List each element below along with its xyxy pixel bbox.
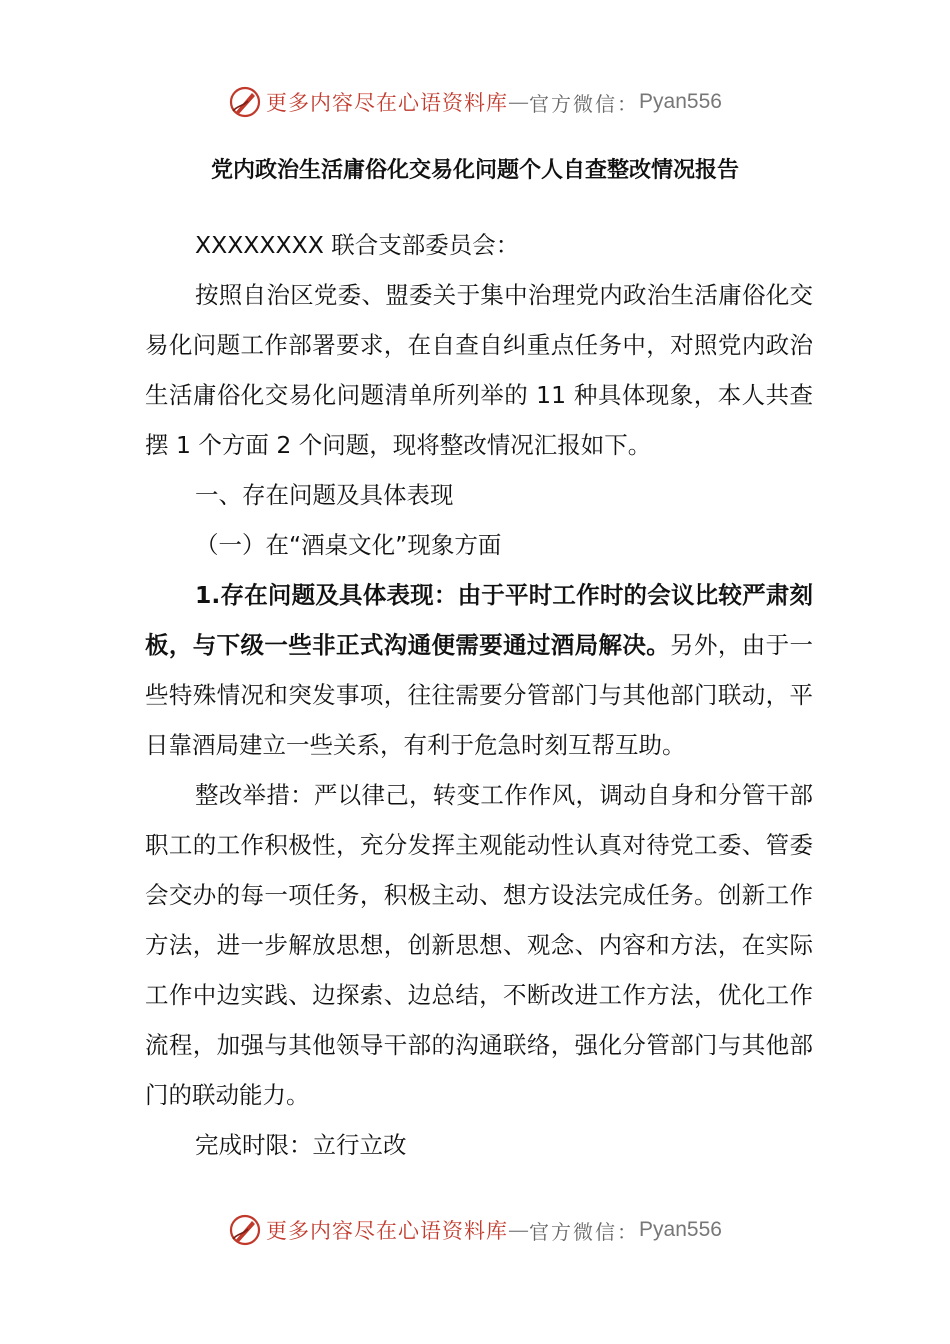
pen-nib-logo-icon — [228, 1213, 262, 1247]
banner-separator: — — [508, 90, 530, 114]
pen-nib-logo-icon — [228, 85, 262, 119]
banner-wechat-id: Pyan556 — [639, 1218, 722, 1241]
subsection-heading: （一）在“酒桌文化”现象方面 — [195, 531, 502, 559]
banner-wechat-label: 官方微信： — [529, 91, 640, 116]
banner-wechat-id: Pyan556 — [639, 90, 722, 113]
salutation: XXXXXXXX 联合支部委员会： — [195, 231, 520, 259]
document-title: 党内政治生活庸俗化交易化问题个人自查整改情况报告 — [210, 158, 739, 183]
banner-separator: — — [508, 1218, 530, 1242]
problem-item-text: 另外，由于一些特殊情况和突发事项，往往需要分管部门与其他部门联动，平日靠酒局建立一些关系，有利于危急时刻互帮互助。 — [145, 631, 814, 759]
problem-item-bold-text: 1.存在问题及具体表现：由于平时工作时的会议比较严肃刻板，与下级一些非正式沟通便需要通过酒局解决。 — [145, 581, 813, 659]
banner-wechat-label: 官方微信： — [529, 1219, 640, 1244]
header-banner — [0, 80, 950, 124]
banner-brand-text: 更多内容尽在心语资料库 — [266, 1219, 509, 1243]
footer-banner — [0, 1208, 950, 1252]
deadline-paragraph: 完成时限：立行立改 — [195, 1131, 407, 1159]
problem-item-paragraph — [145, 570, 813, 770]
section-heading: 一、存在问题及具体表现 — [195, 481, 454, 509]
banner-brand-text: 更多内容尽在心语资料库 — [266, 91, 509, 115]
rectification-paragraph: 整改举措：严以律己，转变工作作风，调动自身和分管干部职工的工作积极性，充分发挥主观能动性认真对待党工委、管委会交办的每一项任务，积极主动、想方设法完成任务。创新工作方法，进一步解放思想，创新思想、观念、内容和方法，在实际工作中边实践、边探索、边总结，不断改进工作方法，优化工作流程，加强与其他领导干部的沟通联络，强化分管部门与其他部门的联动能力。 — [145, 781, 813, 1109]
intro-paragraph: 按照自治区党委、盟委关于集中治理党内政治生活庸俗化交易化问题工作部署要求，在自查自纠重点任务中，对照党内政治生活庸俗化交易化问题清单所列举的 11 种具体现象，本人共查摆 1 个方面 2 个问题，现将整改情况汇报如下。 — [145, 281, 813, 459]
